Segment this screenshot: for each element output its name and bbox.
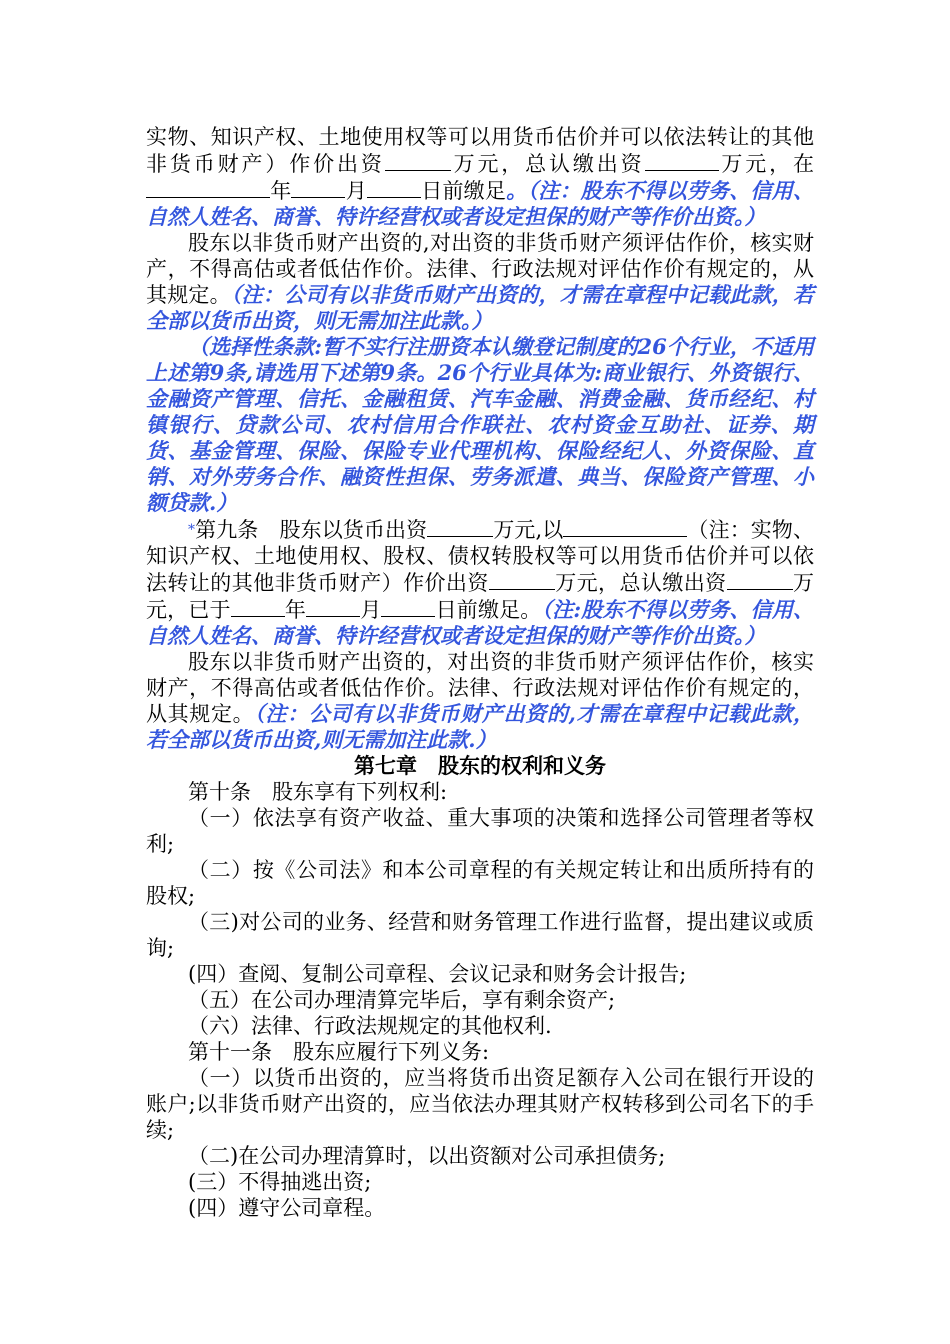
duties-item: （一）以货币出资的，应当将货币出资足额存入公司在银行开设的账户;以非货币财产出资的，应当依法办理其财产权转移到公司名下的手续; [146, 1066, 814, 1142]
text: 日前缴足。 [435, 598, 542, 622]
duties-item: (四）遵守公司章程。 [188, 1196, 386, 1220]
annotation-note: （注:股东不得以劳务、信用、自然人姓名、商誉、特许经营权或者设定担保的财产等作价出资。） [146, 597, 815, 648]
blank-field [231, 596, 285, 617]
text: 月 [360, 598, 382, 622]
rights-item: （五）在公司办理清算完毕后，享有剩余资产; [188, 988, 616, 1012]
rights-item: （一）依法享有资产收益、重大事项的决策和选择公司管理者等权利; [146, 806, 814, 856]
text: 股东以非货币财产出资的，对出资的非货币财产须评估作价，核实财产，不得高估或者低估作价。法律、行政法规对评估作价有规定的，从其规定。 [146, 650, 814, 726]
paragraph-capital-contribution [146, 124, 814, 230]
paragraph-article-9-alt [146, 516, 814, 649]
annotation-note: 。（注：股东不得以劳务、信用、自然人姓名、商誉、特许经营权或者设定担保的财产等作价出资。） [146, 178, 815, 229]
rights-item: （二）按《公司法》和本公司章程的有关规定转让和出质所持有的股权; [146, 858, 814, 908]
asterisk-marker: * [188, 522, 195, 538]
blank-field [306, 596, 360, 617]
blank-field [291, 177, 345, 198]
blank-field [427, 516, 493, 537]
blank-field [489, 569, 555, 590]
annotation-note: （注：公司有以非货币财产出资的,才需在章程中记载此款，若全部以货币出资,则无需加注此款.） [146, 701, 815, 752]
paragraph-optional-clause: （选择性条款:暂不实行注册资本认缴登记制度的26个行业，不适用上述第9条,请选用下述第9条。26个行业具体为:商业银行、外资银行、金融资产管理、信托、金融租赁、汽车金融、消费金融、货币经纪、村镇银行、贷款公司、农村信用合作联社、农村资金互助社、证券、期货、基金管理、保险、保险专业代理机构、保险经纪人、外资保险、直销、对外劳务合作、融资性担保、劳务派遣、典当、保险资产管理、小额贷款.） [146, 334, 814, 515]
text: （注：实物、知识产权、土地使用权、股权、债权转股权等可以用货币估价并可以依法转让的其他非货币财产）作价出资 [146, 518, 815, 595]
text: 股东以非货币财产出资的,对出资的非货币财产须评估作价，核实财产，不得高估或者低估作价。法律、行政法规对评估作价有规定的，从其规定。 [146, 231, 814, 307]
text: 万元，总认缴出资 [554, 571, 727, 595]
blank-field [146, 177, 270, 198]
text: 万元，已于 [146, 571, 815, 622]
duties-item: （二)在公司办理清算时，以出资额对公司承担债务; [188, 1144, 666, 1168]
rights-item: (四）查阅、复制公司章程、会议记录和财务会计报告; [188, 962, 687, 986]
paragraph-non-monetary [146, 230, 814, 334]
text: 第九条 股东以货币出资 [195, 518, 428, 542]
document-body [146, 124, 814, 1221]
rights-item: （三)对公司的业务、经营和财务管理工作进行监督，提出建议或质询; [146, 910, 814, 960]
blank-field [727, 569, 793, 590]
annotation-note: （注：公司有以非货币财产出资的，才需在章程中记载此款，若全部以货币出资，则无需加注此款。） [146, 282, 815, 333]
text: 万元，在 [718, 152, 815, 176]
duties-item: (三）不得抽逃出资; [188, 1170, 372, 1194]
blank-field [381, 596, 435, 617]
blank-field [367, 177, 421, 198]
article-11-heading: 第十一条 股东应履行下列义务: [188, 1040, 490, 1064]
text: 年 [270, 179, 292, 203]
blank-field [563, 516, 687, 537]
text: 万元，总认缴出资 [450, 152, 645, 176]
text: 实物、知识产权、土地使用权等可以用货币估价并可以依法转让的其他非货币财产）作价出资 [146, 125, 814, 176]
text: 万元,以 [493, 518, 564, 542]
text: 年 [284, 598, 307, 622]
chapter-title: 第七章 股东的权利和义务 [354, 754, 606, 778]
paragraph-non-monetary-2 [146, 649, 814, 753]
text: 日前缴足 [420, 179, 507, 203]
blank-field [385, 150, 451, 171]
rights-item: （六）法律、行政法规规定的其他权利. [188, 1014, 552, 1038]
blank-field [645, 150, 719, 171]
article-10-heading: 第十条 股东享有下列权利: [188, 780, 448, 804]
text: 月 [345, 179, 367, 203]
